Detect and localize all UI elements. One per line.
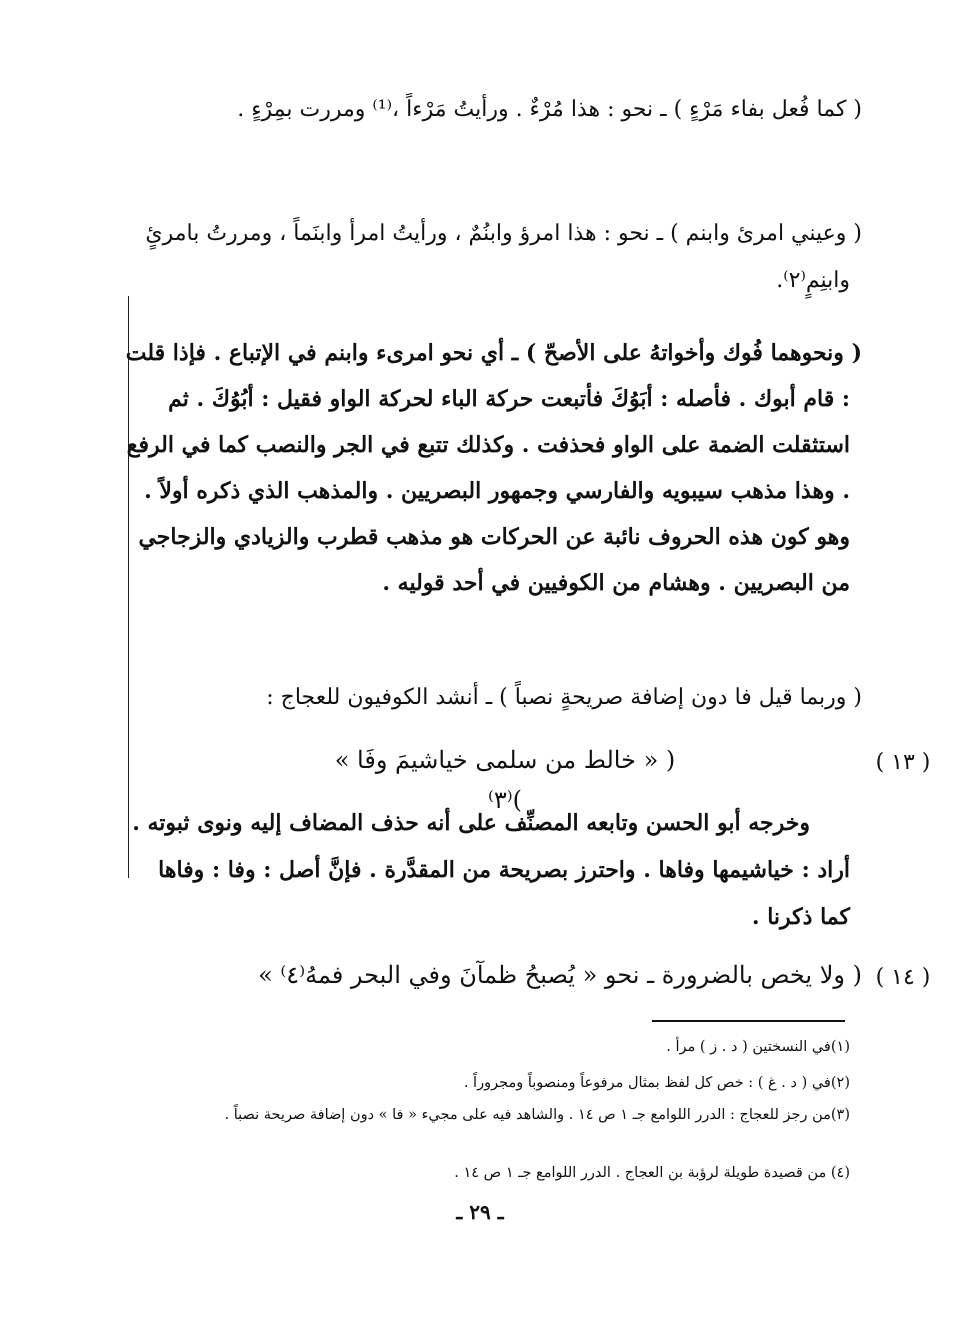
paragraph-5: وخرجه أبو الحسن وتابعه المصنِّف على أنه حذف المضاف إليه ونوى ثبوته . أراد : خياشيمها وفاها . واحترز بصريحة من المقدَّرة . فإنَّ أصل : وفا : وفاها كما ذكرنا . — [132, 810, 850, 930]
paragraph-1: ( كما فُعل بفاء مَرْءٍ ) ـ نحو : هذا مُرْءٌ . ورأيتُ مَرْءاً ،⁽¹⁾ ومررت بمِرْءٍ . — [237, 97, 862, 122]
page-number: ـ ٢٩ ـ — [456, 1200, 504, 1224]
footnote-2: (٢)في ( د . غ ) : خص كل لفظ بمثال مرفوعاً ومنصوباً ومجروراً . — [463, 1075, 850, 1091]
footnote-4: (٤) من قصيدة طويلة لرؤبة بن العجاج . الدرر اللوامع جـ ١ ص ١٤ . — [454, 1165, 850, 1181]
paragraph-6: ( ولا يخص بالضرورة ـ نحو « يُصبحُ ظمآنَ وفي البحر فمهُ⁽٤⁾ » — [258, 961, 862, 989]
footnote-separator — [652, 1020, 845, 1022]
footnote-1: (١)في النسختين ( د . ز ) مرأ . — [666, 1039, 850, 1055]
footnote-3: (٣)من رجز للعجاج : الدرر اللوامع جـ ١ ص ١٤ . والشاهد فيه على مجيء « فا » دون إضافة صريحة نصباً . — [224, 1107, 850, 1123]
paragraph-3: ( ونحوهما فُوك وأخواتهُ على الأصحّ ) ـ أي نحو امرىء وابنم في الإتباع . فإذا قلت : قام أبوك . فأصله : أبَوُكَ فأتبعت حركة الباء لحركة الواو فقيل : أبُوُكَ . ثم استثقلت الضمة على الواو فحذفت . وكذلك تتبع في الجر والنصب كما في الرفع . وهذا مذهب سيبويه والفارسي وجمهور البصريين . والمذهب الذي ذكره أولاً . وهو كون هذه الحروف نائبة عن الحركات هو مذهب قطرب والزيادي والزجاجي من البصريين . وهشام من الكوفيين في أحد قوليه . — [125, 340, 862, 596]
margin-number-14: ( ١٤ ) — [875, 965, 931, 990]
paragraph-4: ( وربما قيل فا دون إضافة صريحةٍ نصباً ) ـ أنشد الكوفيون للعجاج : — [266, 685, 862, 710]
verse-line: ( « خالط من سلمى خياشيمَ وفَا » )⁽٣⁾ — [334, 746, 676, 814]
margin-number-13: ( ١٣ ) — [875, 750, 931, 775]
paragraph-2: ( وعيني امرئ وابنم ) ـ نحو : هذا امرؤ وابنُمٌ ، ورأيتُ امرأ وابنَماً ، ومررتُ بامرئٍ وابنِمٍ⁽٢⁾. — [145, 221, 862, 293]
